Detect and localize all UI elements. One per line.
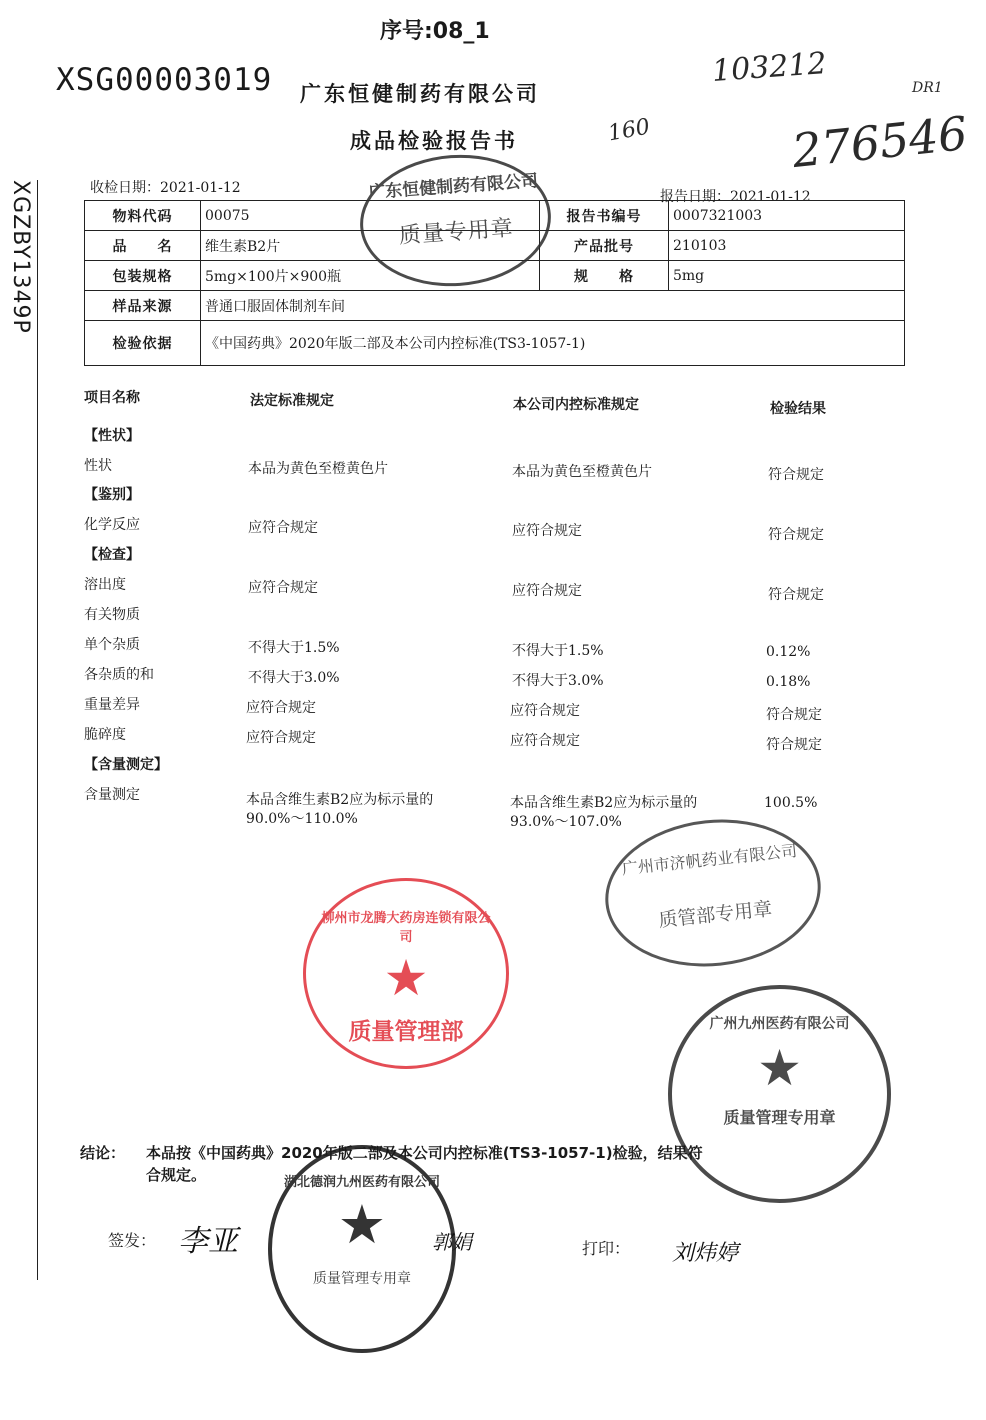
- spec-value: 5mg: [669, 261, 905, 291]
- handwritten-number-3: 160: [606, 114, 652, 147]
- handwritten-number-1: 103212: [710, 46, 828, 89]
- conclusion-line-1: 本品按《中国药典》2020年版二部及本公司内控标准(TS3-1057-1)检验，结果符: [146, 1144, 703, 1162]
- row-legal: 应符合规定: [246, 730, 316, 746]
- stamp-text: 质量管理专用章: [313, 1271, 411, 1287]
- row-legal: 本品为黄色至橙黄色片: [248, 461, 388, 477]
- row-result: 符合规定: [768, 587, 824, 603]
- row-internal: 应符合规定: [512, 523, 582, 539]
- row-internal: 应符合规定: [510, 703, 580, 719]
- stamp-text: 湖北德润九州医药有限公司: [283, 1175, 440, 1190]
- row-result: 100.5%: [764, 795, 818, 811]
- star-icon: ★: [757, 1039, 802, 1097]
- row-item: 性状: [84, 458, 112, 474]
- derun-quality-stamp: [268, 1145, 456, 1353]
- row-item: 含量测定: [84, 787, 140, 803]
- conclusion-line-2: 合规定。: [146, 1166, 207, 1184]
- row-internal: 应符合规定: [510, 733, 580, 749]
- column-item: 项目名称: [84, 390, 140, 406]
- row-internal: 本品含维生素B2应为标示量的: [510, 795, 698, 811]
- longteng-quality-stamp: [303, 878, 509, 1069]
- material-code-value: 00075: [201, 201, 540, 231]
- basis-label: 检验依据: [85, 321, 201, 366]
- row-item: 各杂质的和: [84, 667, 154, 683]
- stamp-text: 质量管理部: [348, 1018, 464, 1045]
- row-item: 重量差异: [84, 697, 140, 713]
- print-signature: 刘炜婷: [672, 1241, 739, 1266]
- row-legal: 不得大于1.5%: [248, 640, 340, 656]
- issue-signature: 李亚: [178, 1224, 238, 1259]
- jifan-quality-stamp: [598, 809, 828, 977]
- column-legal: 法定标准规定: [250, 393, 334, 409]
- basis-value: 《中国药典》2020年版二部及本公司内控标准(TS3-1057-1): [201, 321, 905, 366]
- issue-label: 签发：: [108, 1231, 157, 1250]
- row-legal-range: 90.0%～110.0%: [246, 811, 358, 827]
- company-name: 广东恒健制药有限公司: [300, 82, 540, 106]
- handwritten-code: DR1: [912, 80, 943, 96]
- stamp-text: 质量专用章: [398, 215, 515, 249]
- category-assay: 【含量测定】: [84, 757, 168, 773]
- row-item: 化学反应: [84, 517, 140, 533]
- product-name-label: 品 名: [85, 231, 201, 261]
- row-legal: 应符合规定: [246, 700, 316, 716]
- row-internal: 本品为黄色至橙黄色片: [512, 464, 652, 480]
- pack-value: 5mg×100片×900瓶: [201, 261, 540, 291]
- spec-label: 规 格: [540, 261, 669, 291]
- category-appearance: 【性状】: [84, 428, 140, 444]
- print-label: 打印：: [582, 1239, 631, 1258]
- row-result: 0.18%: [766, 674, 811, 690]
- category-identification: 【鉴别】: [84, 487, 140, 503]
- column-result: 检验结果: [770, 401, 826, 417]
- row-item: 溶出度: [84, 577, 126, 593]
- stamp-text: 质管部专用章: [657, 897, 774, 932]
- row-result: 符合规定: [766, 737, 822, 753]
- pack-label: 包装规格: [85, 261, 201, 291]
- document-number: XSG00003019: [56, 62, 273, 98]
- report-no-label: 报告书编号: [540, 201, 669, 231]
- receive-date: 收检日期：2021-01-12: [90, 180, 241, 196]
- stamp-text: 广东恒健制药有限公司: [367, 171, 539, 203]
- row-legal: 本品含维生素B2应为标示量的: [246, 792, 434, 808]
- serial-number: 序号:08_1: [380, 19, 490, 44]
- column-internal: 本公司内控标准规定: [513, 397, 639, 413]
- row-result: 符合规定: [768, 467, 824, 483]
- batch-label: 产品批号: [540, 231, 669, 261]
- jiuzhou-quality-stamp: [668, 985, 891, 1203]
- material-code-label: 物料代码: [85, 201, 201, 231]
- row-legal: 不得大于3.0%: [248, 670, 340, 686]
- batch-value: 210103: [669, 231, 905, 261]
- row-item: 脆碎度: [84, 727, 126, 743]
- star-icon: ★: [337, 1193, 387, 1256]
- stamp-text: 质量管理专用章: [723, 1108, 836, 1127]
- report-date: 报告日期：2021-01-12: [660, 189, 811, 205]
- product-name-value: 维生素B2片: [201, 231, 540, 261]
- side-code: XGZBY1349P: [8, 180, 38, 1280]
- stamp-text: 广州九州医药有限公司: [709, 1016, 850, 1032]
- report-title: 成品检验报告书: [350, 129, 518, 153]
- source-label: 样品来源: [85, 291, 201, 321]
- row-internal-range: 93.0%～107.0%: [510, 814, 622, 830]
- row-result: 符合规定: [768, 527, 824, 543]
- handwritten-number-2: 276546: [789, 105, 970, 179]
- middle-signature: 郭娟: [432, 1230, 472, 1254]
- conclusion-label: 结论：: [80, 1144, 126, 1162]
- row-internal: 不得大于1.5%: [512, 643, 604, 659]
- row-legal: 应符合规定: [248, 580, 318, 596]
- report-no-value: 0007321003: [669, 201, 905, 231]
- row-internal: 应符合规定: [512, 583, 582, 599]
- stamp-text: 柳州市龙腾大药房连锁有限公司: [321, 911, 491, 945]
- star-icon: ★: [383, 949, 429, 1007]
- source-value: 普通口服固体制剂车间: [201, 291, 905, 321]
- row-item: 有关物质: [84, 607, 140, 623]
- row-internal: 不得大于3.0%: [512, 673, 604, 689]
- stamp-text: 广州市济帆药业有限公司: [620, 841, 799, 879]
- row-result: 符合规定: [766, 707, 822, 723]
- row-item: 单个杂质: [84, 637, 140, 653]
- row-legal: 应符合规定: [248, 520, 318, 536]
- category-inspection: 【检查】: [84, 547, 140, 563]
- row-result: 0.12%: [766, 644, 811, 660]
